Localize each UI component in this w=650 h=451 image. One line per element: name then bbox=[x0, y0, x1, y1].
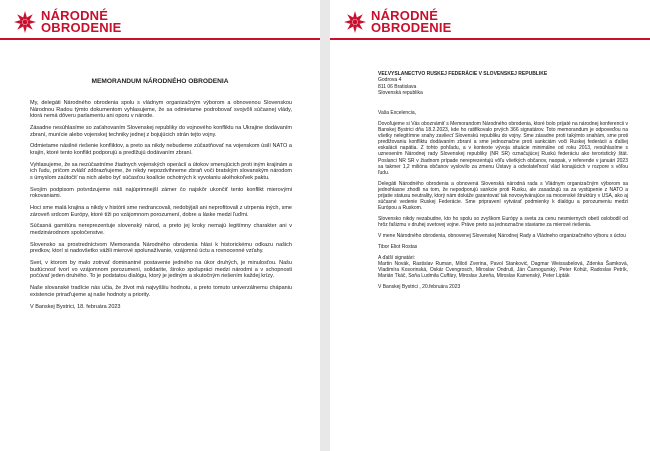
address-line: 811 06 Bratislava bbox=[378, 83, 417, 90]
paragraph: Slovensko sa prostredníctvom Memoranda Národného obrodenia hlási k historickému odkazu našich predkov, ktorí si nadovšetko vážili mierové spolunažívanie, vzájomnú úctu a rovnocenné vzťahy. bbox=[30, 241, 292, 255]
paragraph: Svojím podpisom potvrdzujeme náš najúprimnejší zámer čo najskôr ukončiť tento konflikt mierovými rokovaniami. bbox=[30, 186, 292, 200]
address-line: Godrova 4 bbox=[378, 77, 402, 84]
memorandum-body bbox=[30, 100, 292, 315]
date-line: V Banskej Bystrici, 18. februára 2023 bbox=[30, 303, 121, 310]
logo-line-1: NÁRODNÉ bbox=[371, 8, 439, 23]
address-line: Slovenská republika bbox=[378, 89, 423, 96]
document-page-memorandum bbox=[0, 0, 320, 451]
paragraph: Dovoľujeme si Vás oboznámiť s Memorandom Národného obrodenia, ktoré bolo prijaté na národnej konferencii v Banskej Bystrici dňa 18.2.2023, kde ho ratifikovalo prvých 366 signatárov. Toto memorandum je odpoveďou na všetky nelegitímne snahy zavliecť Slovenskú republiku do vojny. Sme zásadne proti takýmto snahám, sme proti predlžovaniu konfliktu dodávaním zbraní a sme jednoznačne proti sankciám voči Ruskej federácii a ďalšej eskalácii napätia. Z tohto pohľadu, a v kontexte vývoja situácie minimálne od roku 2013, nesúhlasíme s uznesením Národnej rady Slovenskej republiky (NR SR) označujúcej Ruskú federáciu ako teroristický štát. Poslanci NR SR v žiadnom prípade nereprezentujú vôľu všetkých občanov, naopak, v referende v januári 2023 sa takmer 1,2 milióna občanov vyslovilo za zmenu Ústavy a odvolateľnosť vlád konajúcich v rozpore s vôľou ľudu. bbox=[378, 121, 628, 176]
letter-body bbox=[378, 71, 628, 295]
header-divider bbox=[0, 38, 320, 40]
logo-line-1: NÁRODNÉ bbox=[41, 8, 109, 23]
paragraph: Vyhlasujeme, že sa nezúčastníme žiadnych vojenských operácií a útokov smerujúcich proti iným krajinám a ich ľudu, pričom zvlášť zdôrazňujeme, že nikdy nepozdvihneme zbraň voči bratským slovanským národom s úmyslom zaútočiť na nich alebo byť súčasťou koalície ochotných k vyvolaniu akéhokoľvek paktu. bbox=[30, 161, 292, 181]
salutation: Vaša Excelencia, bbox=[378, 110, 416, 117]
document-page-letter bbox=[330, 0, 650, 451]
paragraph: V mene Národného obrodenia, obnovenej Slovenskej Národnej Rady a Vládneho organizačného výboru s úctou bbox=[378, 232, 626, 239]
snowflake-logo-icon bbox=[13, 10, 37, 34]
logo-line-2: OBRODENIE bbox=[371, 20, 452, 35]
logo-line-2: OBRODENIE bbox=[41, 20, 122, 35]
signatory: Tibor Eliot Rostas bbox=[378, 244, 418, 251]
paragraph: My, delegáti Národného obrodenia spolu s vládnym organizačným výborom a obnovenou Slovenskou Národnou Radou týmto dokumentom vyhlasujeme, že sa odmietame podrobovať svojvôli súčasnej vlády, ktorá nemá dôveru parlamentu ani oporu v národe. bbox=[30, 100, 292, 120]
snowflake-logo-icon bbox=[343, 10, 367, 34]
paragraph: Odmietame násilné riešenie konfliktov, a preto sa nikdy nebudeme zúčastňovať na vojenskom úsilí NATO a krajín, ktoré tento konflikt podporujú a predlžujú dodávaním zbraní. bbox=[30, 143, 292, 156]
paragraph: Svet, v ktorom by malo zotrvať dominantné postavenie jedného na úkor druhých, je minulosťou. Našu budúcnosť tvorí vo vzájomnom porozumení, solidarite, široko spolupráci medzi národmi a v schopnosti počúvať jeden druhého. To je podstatou dialógu, ktorý je jediným a skutočným riešením každej krízy. bbox=[30, 260, 292, 280]
signatories-list: A ďalší signatári: Martin Novák, Rastislav Ruman, Miloš Zverina, Pavol Stanković, Dagmar Weissabelová, Zdenka Šamková, Vladimíra Kosorinská, Oskár Cvengrosch, Miroslav Ondruš, Ján Čarnogurský, Peter Kohút, Radoslav Petrík, Marián Tkáč, Soňa Ludmila Cuffáry, Miroslav Jureňa, Miroslav Kamenský, Peter Lipták bbox=[378, 255, 628, 280]
paragraph: Delegáti Národného obrodenia a obnovená Slovenská národná rada s Vládnym organizačným výborom sa jednohlasne zhodli na tom, že nepodporujú sankcie proti Rusku, ale zasadzujú sa za vystúpenie z NATO a prijatie statusu neutrality, ktorý nám dokáže garantovať tak novovytvárajúce sa mocenské štruktúry v USA, ako aj súčasné vedenie Ruskej Federácie. Sme pripravení vytvárať podmienky k dialógu a porozumeniu medzi Európou a Ruskom. bbox=[378, 180, 628, 211]
paragraph: Zásadne nesúhlasíme so zaťahovaním Slovenskej republiky do vojnového konfliktu na Ukrajine dodávaním zbraní, munície alebo vojenskej techniky jednej z bojujúcich strán tejto vojny. bbox=[30, 124, 292, 138]
date-line: V Banskej Bystrici , 20.februára 2023 bbox=[378, 284, 461, 291]
logo-text bbox=[41, 10, 122, 34]
letterhead bbox=[330, 0, 650, 44]
logo bbox=[343, 10, 452, 34]
address-line: VEĽVYSLANECTVO RUSKEJ FEDERÁCIE V SLOVENSKEJ REPUBLIKE bbox=[378, 71, 548, 77]
paragraph: Hoci sme malá krajina a nikdy v histórii sme nedrancovali, nedobýjali ani neprofitovali z utrpenia iných, sme zároveň srdcom Európy, ktoré tíži po vzájomnom porozumení, dobre a láske medzi ľuďmi. bbox=[30, 205, 292, 218]
paragraph: Naše slovanské tradície nás učia, že život má najvyššiu hodnotu, a preto tomuto univerzálnemu chápaniu existencie prirad'ujeme aj naše hodnoty a priority. bbox=[30, 285, 292, 298]
recipient-address bbox=[378, 71, 628, 96]
document-title: MEMORANDUM NÁRODNÉHO OBRODENIA bbox=[91, 78, 229, 85]
paragraph: Slovensko nikdy nezabudne, kto ho spolu so zvyškom Európy a sveta za cenu nesmiernych obetí oslobodil od hrôz fašizmu v druhej svetovej vojne. Práve preto sa jednoznačne staviame za mierové riešenia. bbox=[378, 215, 628, 228]
header-divider bbox=[330, 38, 650, 40]
logo-text bbox=[371, 10, 452, 34]
paragraph: Súčasná garnitúra nereprezentuje slovenský národ, a preto jej kroky nemajú legitímny charakter ani v medzinárodnom spoločenstve. bbox=[30, 223, 292, 237]
letterhead bbox=[0, 0, 320, 44]
logo bbox=[13, 10, 122, 34]
